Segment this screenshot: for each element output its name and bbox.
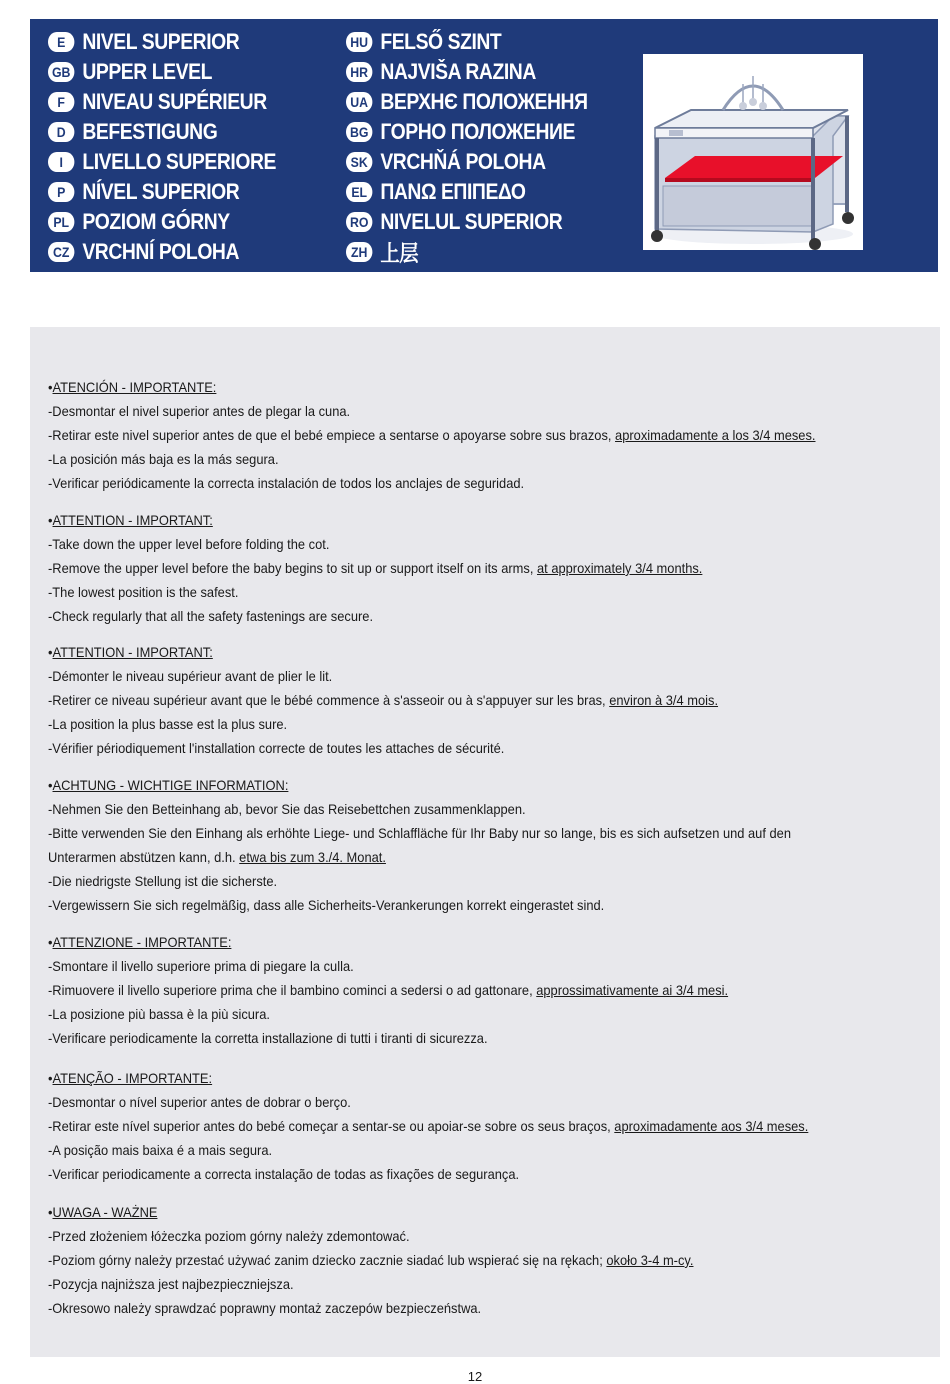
- travel-cot-icon: [643, 54, 863, 250]
- bullet: •: [48, 512, 53, 528]
- lang-label: ГОРНО ПОЛОЖЕНИЕ: [380, 119, 575, 144]
- warning-section-en: [48, 508, 702, 628]
- travel-cot-illustration: [643, 54, 863, 250]
- lang-label: ΠΑΝΩ ΕΠΙΠΕΔΟ: [380, 179, 526, 204]
- language-list-left: [48, 27, 307, 267]
- warning-section-fr: [48, 640, 718, 760]
- lang-badge: F: [48, 92, 74, 112]
- lang-row-p: [48, 177, 276, 207]
- warning-line: -La posición más baja es la más segura.: [48, 451, 279, 467]
- bullet: •: [48, 934, 53, 950]
- warning-line: -Bitte verwenden Sie den Einhang als erhöhte Liege- und Schlaffläche für Ihr Baby nur so lange, bis es sich aufsetzen und auf den: [48, 825, 792, 841]
- section-title: ATTENZIONE - IMPORTANTE:: [52, 934, 232, 950]
- lang-row-hu: [346, 27, 588, 57]
- warning-line: -Check regularly that all the safety fastenings are secure.: [48, 608, 374, 624]
- lang-badge: GB: [48, 62, 74, 82]
- lang-badge: CZ: [48, 242, 74, 262]
- warning-section-de: [48, 773, 791, 917]
- lang-label: BEFESTIGUNG: [82, 119, 218, 144]
- section-title: ATENCIÓN - IMPORTANTE:: [52, 379, 217, 395]
- lang-badge: ZH: [346, 242, 372, 262]
- lang-row-ua: [346, 87, 588, 117]
- lang-badge: BG: [346, 122, 372, 142]
- lang-row-ro: [346, 207, 588, 237]
- warning-section-es: [48, 375, 815, 495]
- warning-line: -Desmontar el nivel superior antes de plegar la cuna.: [48, 403, 351, 419]
- warning-line: -Rimuovere il livello superiore prima che il bambino cominci a sedersi o ad gattonare, approssimativamente ai 3/4 mesi.: [48, 982, 729, 998]
- lang-row-pl: [48, 207, 276, 237]
- warning-line: -La posizione più bassa è la più sicura.: [48, 1006, 270, 1022]
- lang-row-zh: [346, 237, 588, 267]
- lang-label: NAJVIŠA RAZINA: [380, 59, 536, 84]
- warning-line: -Verificare periodicamente la corretta installazione di tutti i tiranti di sicurezza.: [48, 1030, 488, 1046]
- lang-label: NIVEL SUPERIOR: [82, 29, 240, 54]
- warning-line: -Pozycja najniższa jest najbezpieczniejsza.: [48, 1276, 294, 1292]
- warning-line: -Retirer ce niveau supérieur avant que le bébé commence à s'asseoir ou à s'appuyer sur les bras, environ à 3/4 mois.: [48, 692, 719, 708]
- lang-label: UPPER LEVEL: [82, 59, 212, 84]
- warning-line: Unterarmen abstützen kann, d.h. etwa bis zum 3./4. Monat.: [48, 849, 386, 865]
- lang-badge: PL: [48, 212, 74, 232]
- lang-badge: I: [48, 152, 74, 172]
- section-title: UWAGA - WAŻNE: [52, 1204, 158, 1220]
- warning-line: -Smontare il livello superiore prima di piegare la culla.: [48, 958, 354, 974]
- lang-badge: HU: [346, 32, 372, 52]
- lang-badge: E: [48, 32, 74, 52]
- lang-badge: P: [48, 182, 74, 202]
- lang-label: NIVEAU SUPÉRIEUR: [82, 89, 267, 114]
- lang-row-el: [346, 177, 588, 207]
- lang-label: ВЕРХНЄ ПОЛОЖЕННЯ: [380, 89, 588, 114]
- section-title: ATTENTION - IMPORTANT:: [52, 644, 213, 660]
- warning-line: -The lowest position is the safest.: [48, 584, 239, 600]
- warning-line: -Retirar este nível superior antes do bebé começar a sentar-se ou apoiar-se sobre os seus braços, aproximadamente aos 3/4 meses.: [48, 1118, 809, 1134]
- warning-section-pl: [48, 1200, 693, 1320]
- bullet: •: [48, 644, 53, 660]
- lang-badge: UA: [346, 92, 372, 112]
- warning-line: -Remove the upper level before the baby begins to sit up or support itself on its arms, at approximately 3/4 months.: [48, 560, 703, 576]
- warning-line: -Verificar periódicamente la correcta instalación de todos los anclajes de seguridad.: [48, 475, 525, 491]
- lang-label: VRCHŇÁ POLOHA: [380, 149, 546, 174]
- section-title: ACHTUNG - WICHTIGE INFORMATION:: [52, 777, 289, 793]
- lang-row-sk: [346, 147, 588, 177]
- warning-line: -Retirar este nivel superior antes de que el bebé empiece a sentarse o apoyarse sobre sus brazos, aproximadamente a los 3/4 meses.: [48, 427, 816, 443]
- lang-row-e: [48, 27, 276, 57]
- lang-row-gb: [48, 57, 276, 87]
- warning-line: -A posição mais baixa é a mais segura.: [48, 1142, 273, 1158]
- lang-badge: D: [48, 122, 74, 142]
- lang-row-d: [48, 117, 276, 147]
- warning-line: -Desmontar o nível superior antes de dobrar o berço.: [48, 1094, 351, 1110]
- lang-row-i: [48, 147, 276, 177]
- language-header-banner: [30, 19, 938, 272]
- section-title: ATTENTION - IMPORTANT:: [52, 512, 213, 528]
- lang-label: POZIOM GÓRNY: [82, 209, 230, 234]
- lang-badge: RO: [346, 212, 372, 232]
- bullet: •: [48, 1070, 53, 1086]
- warning-line: -Vérifier périodiquement l'installation correcte de toutes les attaches de sécurité.: [48, 740, 505, 756]
- lang-row-f: [48, 87, 276, 117]
- lang-badge: EL: [346, 182, 372, 202]
- safety-warnings-panel: [30, 327, 940, 1357]
- lang-badge: SK: [346, 152, 372, 172]
- warning-line: -Verificar periodicamente a correcta instalação de todas as fixações de segurança.: [48, 1166, 520, 1182]
- warning-line: -Okresowo należy sprawdzać poprawny montaż zaczepów bezpieczeństwa.: [48, 1300, 482, 1316]
- lang-label: FELSŐ SZINT: [380, 29, 502, 54]
- lang-badge: HR: [346, 62, 372, 82]
- warning-line: -Vergewissern Sie sich regelmäßig, dass alle Sicherheits-Verankerungen korrekt eingerastet sind.: [48, 897, 605, 913]
- warning-line: -Take down the upper level before folding the cot.: [48, 536, 330, 552]
- lang-label: LIVELLO SUPERIORE: [82, 149, 277, 174]
- lang-label: NÍVEL SUPERIOR: [82, 179, 240, 204]
- lang-row-hr: [346, 57, 588, 87]
- language-list-right: [346, 27, 621, 267]
- warning-line: -La position la plus basse est la plus sure.: [48, 716, 288, 732]
- lang-label: NIVELUL SUPERIOR: [380, 209, 563, 234]
- lang-label: VRCHNÍ POLOHA: [82, 239, 240, 264]
- lang-row-bg: [346, 117, 588, 147]
- warning-section-pt: [48, 1066, 808, 1186]
- warning-line: -Poziom górny należy przestać używać zanim dziecko zacznie siadać lub wspierać się na rękach; około 3-4 m-cy.: [48, 1252, 694, 1268]
- lang-row-cz: [48, 237, 276, 267]
- warning-line: -Nehmen Sie den Betteinhang ab, bevor Sie das Reisebettchen zusammenklappen.: [48, 801, 526, 817]
- warning-line: -Démonter le niveau supérieur avant de plier le lit.: [48, 668, 333, 684]
- bullet: •: [48, 1204, 53, 1220]
- bullet: •: [48, 379, 53, 395]
- bullet: •: [48, 777, 53, 793]
- warning-line: -Die niedrigste Stellung ist die sicherste.: [48, 873, 278, 889]
- warning-line: -Przed złożeniem łóżeczka poziom górny należy zdemontować.: [48, 1228, 410, 1244]
- warning-section-it: [48, 930, 728, 1050]
- section-title: ATENÇÃO - IMPORTANTE:: [52, 1070, 213, 1086]
- lang-label: 上层: [380, 240, 419, 266]
- page-number: 12: [467, 1369, 483, 1384]
